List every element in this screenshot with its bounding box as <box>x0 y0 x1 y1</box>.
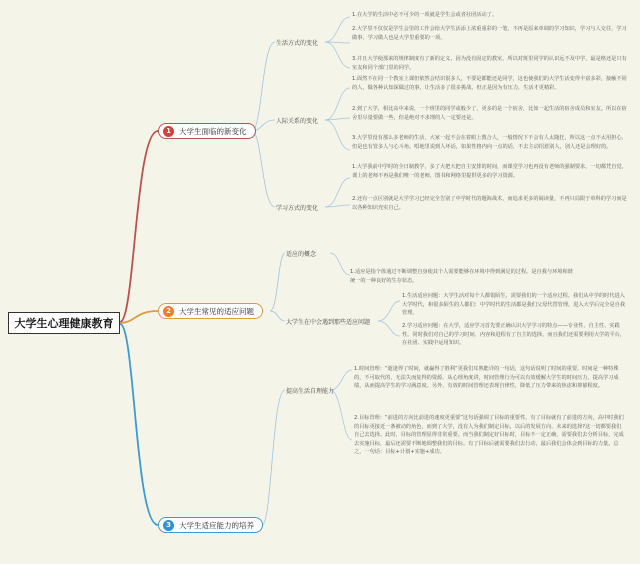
leaf-text: 1.在大学的生活中必不可少的一项就是学生会或者社团活动了。 <box>352 12 498 18</box>
branch1-to-topic-line <box>252 131 275 207</box>
root-to-branch1-line <box>120 131 158 322</box>
root-node-title[interactable]: 大学生心理健康教育 <box>8 312 120 334</box>
branch-title: 大学生面临的新变化 <box>179 126 247 136</box>
branch2-to-topic-line <box>270 253 285 311</box>
branch-number-badge: 1 <box>163 126 174 137</box>
branch-node-adaptation-problems[interactable] <box>158 303 263 319</box>
branch3-to-topic-line <box>262 390 285 525</box>
leaf-text: 1.适应是指个体通过不断调整自身使其个人需要能够在环境中得到满足的过程。是自我与环境和谐统一的一种良好的生存状态。 <box>350 269 573 284</box>
leaf-text: 1.大学我前中学时的全日制教学，多了大把大把自主安排的时间，而课堂学习也再没有老师的强制要求，一切都凭自觉。课上的老师不再是我们唯一的老师，图书和网络里提供更多的学习资源。 <box>352 164 627 179</box>
root-to-branch3-line <box>120 324 158 525</box>
leaf-text: 2.目标管理：“前进的方向比前进的速度更重要”这句话强调了目标的重要性。有了目标就有了前进的方向，高中时我们的目标更接近一条被动的角色，而到了大学，没有人为我们制定目标，以后的发展方向、未来的选择?这一切都要我们自己去选择。此时，目标的管理显得非常重要。而当我们制定好目标时，目标不一定正确，需要我们去分析目标，完成去实施目标，最后还需要不断地调整我们的目标。有了目标后就需要我们去行动，最后我们会体会到目标的力量。总之，一句话：目标+计划+实施+成功。 <box>354 415 624 456</box>
leaf-text: 2.还有一点区别就是大学学习已经完全告别了中学时代的题海战术，而追求更多的阅读量，不再只局限于单科的学习而是以各种知识充实自己。 <box>352 196 627 211</box>
leaf-text: 2.大学里不仅仅是学生会里的工作会给大学生活添上浓重重彩的一笔，不再是原来单调的学习知识，学习与人交往，学习做事，学习做人也是大学里重要的一项。 <box>352 26 627 41</box>
leaf-text: 2.学习适应问题：在大学，适应学习首先要正确认识大学学习的特点——专业性、自主性、实践性。同时我们对自己的学习时间、内容和进程有了自主的选择。而且我们还需要利用大学的平台，在社团、实践中运用知识。 <box>402 323 626 347</box>
branch-number-badge: 2 <box>163 306 174 317</box>
branch-number-badge: 3 <box>163 520 174 531</box>
leaf-text: 1.面然不在同一个教室上课但依然会结识很多人，不要是都能还是同学，这也使我们的大学生活变得丰富多彩，接触不同的人，做各种认知深做过的事，让生活多了很多挑战，但正是因为有压力，生活才更精彩。 <box>352 76 627 91</box>
leaf-text: 1.生活适应问题：大学生活对每个人都很陌生，需要我们的一个适应过程。我们从中学的时代进入大学时代，和很多陌生的人都们：中学时代的生活都是我们父母代替管理，进入大学后完全是自我管理。 <box>402 293 626 317</box>
topic-label[interactable]: 提高生活自理能力 <box>286 388 335 395</box>
leaf-text: 1.时间管理：“逝逢得了时间，就赢得了胜利”更我们耳熟能详的一句话，这句话说明了时间的重要。时间是一种特殊的，不可取代的，无法失而复得的资源。从心理角度讲，时间管理行为可以有效缓解大学生的时间压力，提高学习成绩，从而提高学生的学习满意度。另外，有效的时间管理还表现自律性，降低了压力带来的焦虑和抑郁程度。 <box>354 366 619 390</box>
leaf-text: 3.大学里没有那么多老师的生活，大家一起不会在着眼上教合人，一般情况下不会有人太随狂，所以这一点不太用担心，但是也有管多人与心斗角。唱地里说到人坏话，如果性格内向一点的话，不去主动招惹别人，别人还是会理好的。 <box>352 135 627 150</box>
topic-label[interactable]: 大学生在中会遇到那些适应问题 <box>286 319 371 326</box>
branch-title: 大学生适应能力的培养 <box>179 520 254 530</box>
topic-label[interactable]: 人际关系的变化 <box>276 118 319 125</box>
leaf-text: 3.并且大学使那来的规律制度有了新的定义，因为没有固定的教室，所以对班里同学的认识远不及中学，最是格还是只有室友和同个部门里的同学。 <box>352 56 627 71</box>
branch-title: 大学生常见的适应问题 <box>179 306 254 316</box>
branch2-to-topic-line <box>270 311 285 321</box>
branch-node-adaptability-training[interactable] <box>158 517 263 533</box>
topic-label[interactable]: 适应的概念 <box>286 251 317 258</box>
branch-node-new-changes[interactable] <box>158 123 256 139</box>
branch1-to-topic-line <box>252 42 275 131</box>
leaf-text: 2.到了大学，相比高中来说，一个班里的同学或般少了，更多的是一个宿舍，比如一起生活的宿舍成员和室友。所以在宿舍里尽量要做一些，但是绝对不求理的人一定要还是。 <box>352 106 627 121</box>
topic-label[interactable]: 学习方式的变化 <box>276 205 319 212</box>
topic-label[interactable]: 生活方式的变化 <box>276 40 319 47</box>
